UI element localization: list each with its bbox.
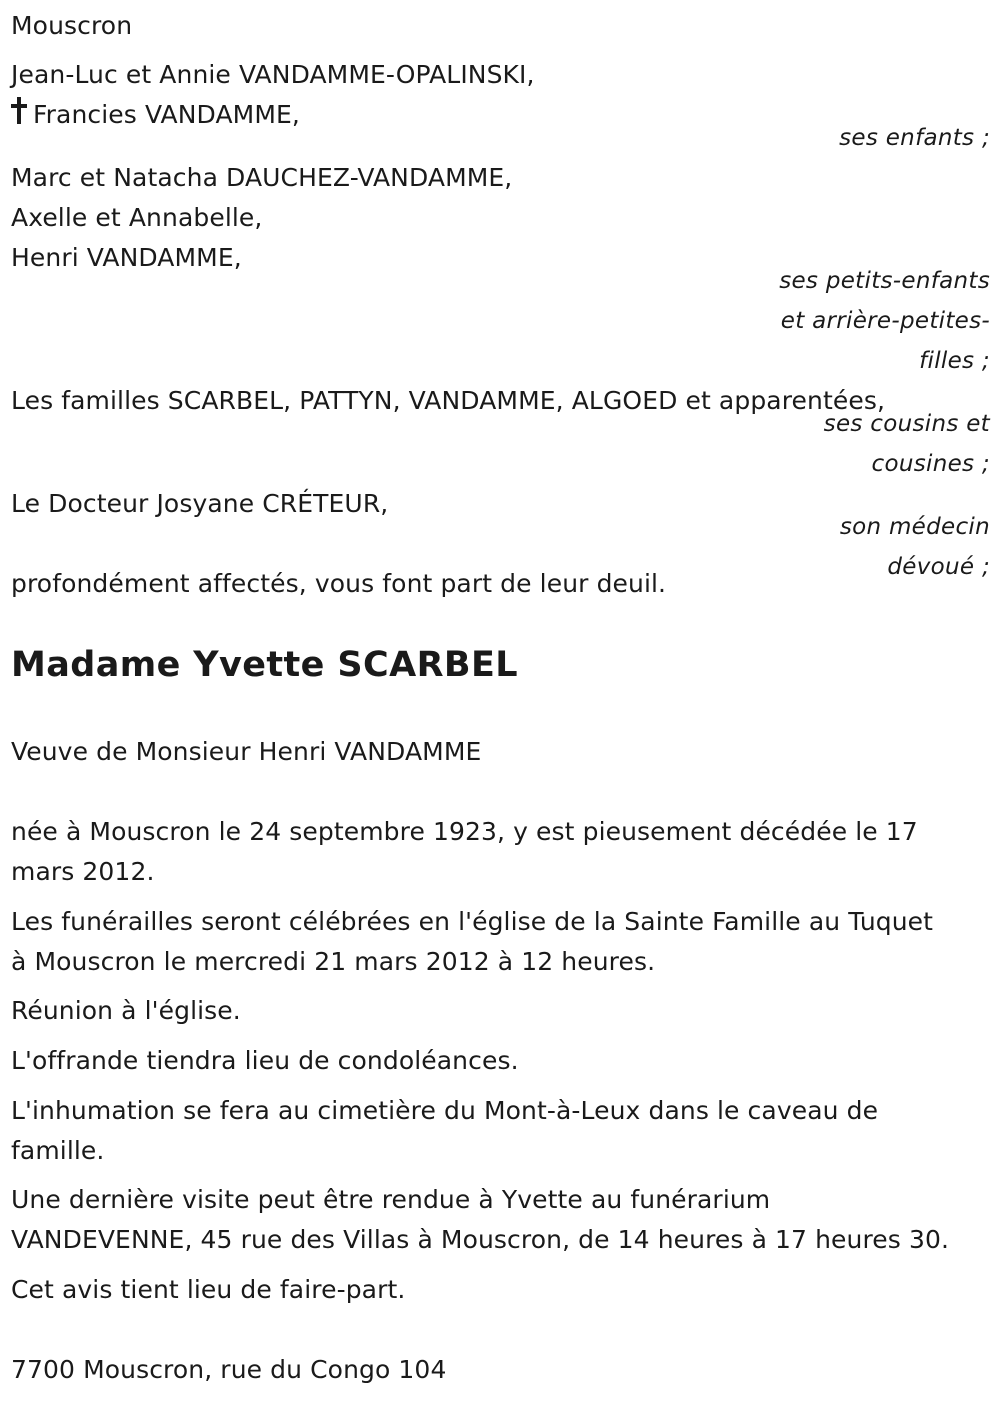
birth-death-line-1: née à Mouscron le 24 septembre 1923, y est pieusement décédée le 17 [11, 817, 918, 846]
children-line-2-text: Francies VANDAMME, [33, 100, 300, 129]
announcement-text: profondément affectés, vous font part de leur deuil. [11, 569, 667, 598]
grandchildren-line-1: Marc et Natacha DAUCHEZ-VANDAMME, [11, 163, 513, 192]
grandchildren-role-1: ses petits-enfants [779, 268, 990, 294]
funeral-line-1: Les funérailles seront célébrées en l'église de la Sainte Famille au Tuquet [11, 907, 934, 936]
visit-line-1: Une dernière visite peut être rendue à Yvette au funérarium [11, 1185, 771, 1214]
funeral-line-2: à Mouscron le mercredi 21 mars 2012 à 12 heures. [11, 947, 656, 976]
cousins-role-2: cousines ; [871, 451, 990, 477]
deceased-name: Madame Yvette SCARBEL [11, 645, 519, 685]
birth-death-line-2: mars 2012. [11, 857, 155, 886]
burial-line-1: L'inhumation se fera au cimetière du Mont-à-Leux dans le caveau de [11, 1096, 879, 1125]
children-line-1: Jean-Luc et Annie VANDAMME-OPALINSKI, [11, 60, 535, 89]
grandchildren-role-3: filles ; [919, 348, 990, 374]
widow-of-text: Veuve de Monsieur Henri VANDAMME [11, 737, 482, 766]
meeting-text: Réunion à l'église. [11, 996, 241, 1025]
cousins-role-1: ses cousins et [823, 411, 990, 437]
address-text: 7700 Mouscron, rue du Congo 104 [11, 1355, 447, 1384]
grandchildren-role-2: et arrière-petites- [780, 308, 990, 334]
children-line-2 [11, 95, 300, 135]
grandchildren-line-2: Axelle et Annabelle, [11, 203, 263, 232]
location-heading: Mouscron [11, 11, 133, 40]
cross-icon [11, 97, 27, 125]
doctor-role-2: dévoué ; [887, 554, 990, 580]
notice-text: Cet avis tient lieu de faire-part. [11, 1275, 406, 1304]
burial-line-2: famille. [11, 1136, 105, 1165]
cousins-line-1: Les familles SCARBEL, PATTYN, VANDAMME, ALGOED et apparentées, [11, 386, 885, 415]
visit-line-2: VANDEVENNE, 45 rue des Villas à Mouscron, de 14 heures à 17 heures 30. [11, 1225, 950, 1254]
offering-text: L'offrande tiendra lieu de condoléances. [11, 1046, 519, 1075]
children-role: ses enfants ; [839, 125, 990, 151]
doctor-role-1: son médecin [839, 514, 990, 540]
doctor-line-1: Le Docteur Josyane CRÉTEUR, [11, 489, 389, 518]
grandchildren-line-3: Henri VANDAMME, [11, 243, 242, 272]
